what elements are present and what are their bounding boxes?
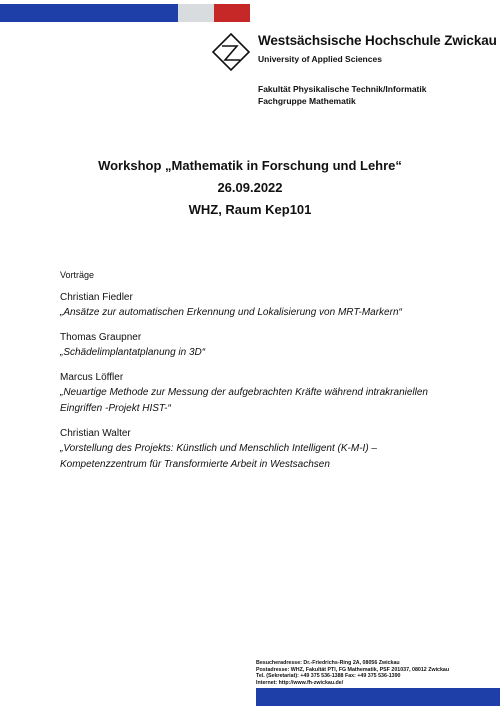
talks-list xyxy=(60,270,460,484)
talk-speaker: Marcus Löffler xyxy=(60,372,124,383)
talk-topic: „Neuartige Methode zur Messung der aufgebrachten Kräfte während intrakraniellen Eingriffen -Projekt HIST-“ xyxy=(60,387,428,414)
header-color-bar-blue xyxy=(0,4,178,22)
header-color-bar-red xyxy=(214,4,250,22)
footer-phone: Tel. (Sekretariat): +49 375 536-1388 Fax: +49 375 536-1390 xyxy=(256,673,401,680)
section-label: Vorträge xyxy=(60,270,95,280)
faculty-block xyxy=(258,84,426,107)
talk-speaker: Christian Fiedler xyxy=(60,292,133,303)
talk-item xyxy=(60,332,460,361)
footer-color-bar xyxy=(256,688,500,706)
document-title xyxy=(0,155,500,221)
workshop-date: 26.09.2022 xyxy=(217,180,283,195)
university-name: Westsächsische Hochschule Zwickau xyxy=(258,33,497,48)
workshop-location: WHZ, Raum Kep101 xyxy=(188,202,312,217)
header-color-bar-grey xyxy=(178,4,214,22)
footer-website: Internet: http://www.fh-zwickau.de/ xyxy=(256,679,344,686)
footer-visitor-address: Besucheradresse: Dr.-Friedrichs-Ring 2A, 08056 Zwickau xyxy=(256,660,400,666)
talk-item xyxy=(60,428,460,473)
talk-topic: „Ansätze zur automatischen Erkennung und Lokalisierung von MRT-Markern“ xyxy=(60,307,402,318)
talk-item xyxy=(60,292,460,321)
talk-topic: „Schädelimplantatplanung in 3D“ xyxy=(60,347,206,358)
talk-speaker: Christian Walter xyxy=(60,428,131,439)
talk-item xyxy=(60,372,460,417)
university-subtitle: University of Applied Sciences xyxy=(258,54,382,64)
footer-address xyxy=(256,660,449,686)
footer-postal-address: Postadresse: WHZ, Fakultät PTI, FG Mathematik, PSF 201037, 08012 Zwickau xyxy=(256,666,450,673)
faculty-name: Fakultät Physikalische Technik/Informatik xyxy=(258,84,427,94)
department-name: Fachgruppe Mathematik xyxy=(258,95,356,106)
university-logo-icon xyxy=(211,32,251,72)
workshop-title: Workshop „Mathematik in Forschung und Lehre“ xyxy=(98,158,402,173)
talk-topic: „Vorstellung des Projekts: Künstlich und Menschlich Intelligent (K-M-I) – Kompetenzzentrum für Transformierte Arbeit in Westsachsen xyxy=(60,443,377,470)
talk-speaker: Thomas Graupner xyxy=(60,332,142,343)
